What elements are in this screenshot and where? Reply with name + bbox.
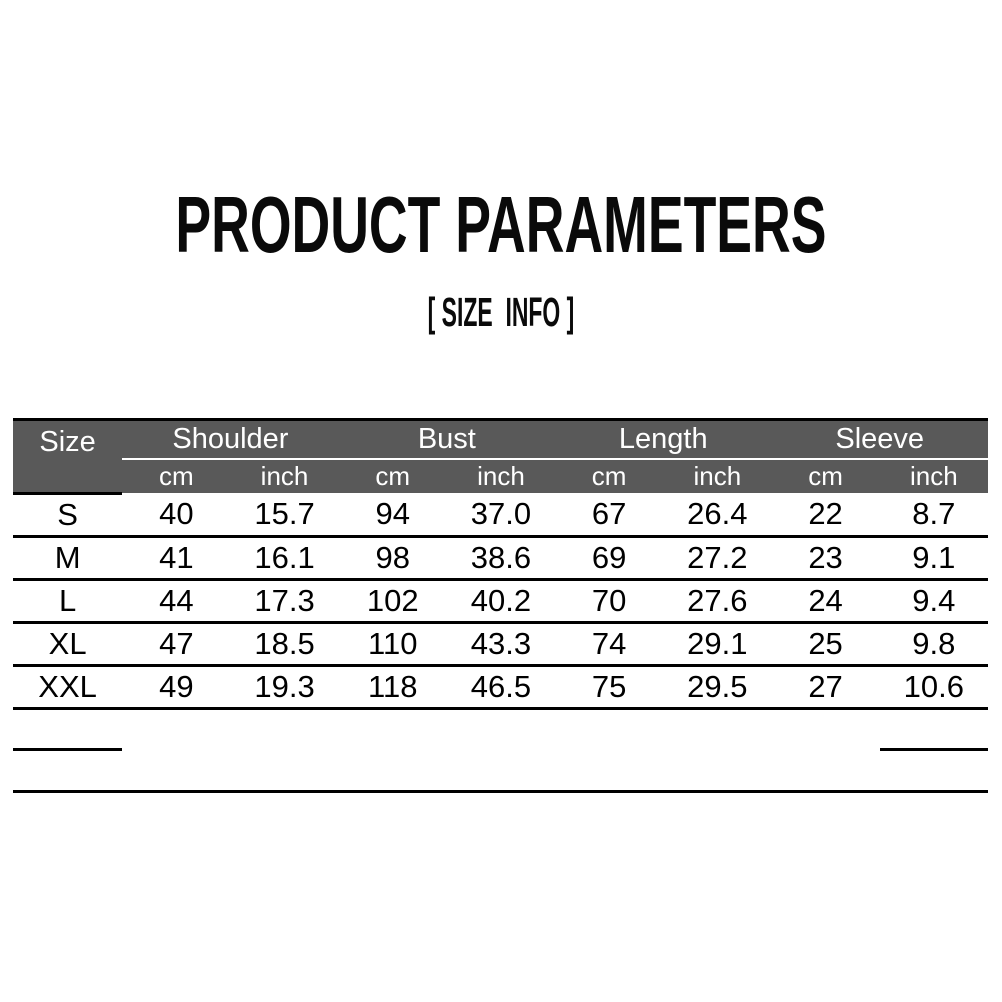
bust-cm-cell: 98 bbox=[339, 536, 447, 579]
header-group-shoulder: Shoulder bbox=[122, 420, 338, 460]
bust-cm-cell: 94 bbox=[339, 493, 447, 536]
header-units-row bbox=[13, 459, 988, 493]
shoulder-inch-cell: 15.7 bbox=[230, 493, 338, 536]
header-group-row bbox=[13, 420, 988, 460]
size-cell: XXL bbox=[13, 665, 122, 708]
unit-label-inch: inch bbox=[447, 459, 555, 493]
size-cell: L bbox=[13, 579, 122, 622]
page-title: PRODUCT PARAMETERS bbox=[175, 180, 827, 269]
size-cell: XL bbox=[13, 622, 122, 665]
empty-cell bbox=[13, 708, 122, 749]
empty-row bbox=[13, 749, 988, 791]
length-inch-cell: 26.4 bbox=[663, 493, 771, 536]
bust-inch-cell: 38.6 bbox=[447, 536, 555, 579]
bust-cm-cell: 102 bbox=[339, 579, 447, 622]
bust-inch-cell: 40.2 bbox=[447, 579, 555, 622]
bust-inch-cell: 37.0 bbox=[447, 493, 555, 536]
empty-cell bbox=[880, 708, 988, 749]
size-cell: M bbox=[13, 536, 122, 579]
size-info-subtitle: [ SIZE INFO ] bbox=[427, 289, 575, 335]
empty-cell bbox=[663, 708, 771, 749]
unit-label-inch: inch bbox=[230, 459, 338, 493]
shoulder-cm-cell: 49 bbox=[122, 665, 230, 708]
unit-label-cm: cm bbox=[339, 459, 447, 493]
bust-inch-cell: 46.5 bbox=[447, 665, 555, 708]
sleeve-inch-cell: 9.4 bbox=[880, 579, 988, 622]
length-cm-cell: 70 bbox=[555, 579, 663, 622]
empty-cell bbox=[13, 749, 988, 791]
length-inch-cell: 29.5 bbox=[663, 665, 771, 708]
table-row-xxl bbox=[13, 665, 988, 708]
table-row-xl bbox=[13, 622, 988, 665]
sleeve-inch-cell: 10.6 bbox=[880, 665, 988, 708]
table-row-s bbox=[13, 493, 988, 536]
shoulder-cm-cell: 41 bbox=[122, 536, 230, 579]
shoulder-cm-cell: 40 bbox=[122, 493, 230, 536]
bust-inch-cell: 43.3 bbox=[447, 622, 555, 665]
bust-cm-cell: 118 bbox=[339, 665, 447, 708]
subtitle-row bbox=[0, 289, 1002, 335]
unit-label-inch: inch bbox=[663, 459, 771, 493]
length-cm-cell: 67 bbox=[555, 493, 663, 536]
unit-label-cm: cm bbox=[555, 459, 663, 493]
unit-label-cm: cm bbox=[771, 459, 879, 493]
header-size: Size bbox=[13, 420, 122, 494]
sleeve-cm-cell: 24 bbox=[771, 579, 879, 622]
shoulder-inch-cell: 16.1 bbox=[230, 536, 338, 579]
shoulder-inch-cell: 19.3 bbox=[230, 665, 338, 708]
title-row bbox=[0, 180, 1002, 269]
length-cm-cell: 74 bbox=[555, 622, 663, 665]
length-inch-cell: 29.1 bbox=[663, 622, 771, 665]
sleeve-inch-cell: 8.7 bbox=[880, 493, 988, 536]
header-group-bust: Bust bbox=[339, 420, 555, 460]
sleeve-cm-cell: 23 bbox=[771, 536, 879, 579]
shoulder-cm-cell: 44 bbox=[122, 579, 230, 622]
size-table bbox=[13, 418, 988, 793]
empty-cell bbox=[447, 708, 555, 749]
table-body bbox=[13, 493, 988, 791]
sleeve-cm-cell: 25 bbox=[771, 622, 879, 665]
empty-cell bbox=[339, 708, 447, 749]
length-inch-cell: 27.6 bbox=[663, 579, 771, 622]
header-group-sleeve: Sleeve bbox=[771, 420, 988, 460]
unit-label-cm: cm bbox=[122, 459, 230, 493]
shoulder-inch-cell: 18.5 bbox=[230, 622, 338, 665]
bust-cm-cell: 110 bbox=[339, 622, 447, 665]
sleeve-inch-cell: 9.8 bbox=[880, 622, 988, 665]
length-cm-cell: 75 bbox=[555, 665, 663, 708]
sleeve-cm-cell: 27 bbox=[771, 665, 879, 708]
sleeve-inch-cell: 9.1 bbox=[880, 536, 988, 579]
empty-cell bbox=[122, 708, 230, 749]
empty-cell bbox=[771, 708, 879, 749]
length-cm-cell: 69 bbox=[555, 536, 663, 579]
size-cell: S bbox=[13, 493, 122, 536]
empty-cell bbox=[555, 708, 663, 749]
table-row-m bbox=[13, 536, 988, 579]
shoulder-inch-cell: 17.3 bbox=[230, 579, 338, 622]
table-header bbox=[13, 420, 988, 494]
empty-cell bbox=[230, 708, 338, 749]
unit-label-inch: inch bbox=[880, 459, 988, 493]
table-row-l bbox=[13, 579, 988, 622]
shoulder-cm-cell: 47 bbox=[122, 622, 230, 665]
length-inch-cell: 27.2 bbox=[663, 536, 771, 579]
sleeve-cm-cell: 22 bbox=[771, 493, 879, 536]
empty-row bbox=[13, 708, 988, 749]
header-group-length: Length bbox=[555, 420, 771, 460]
